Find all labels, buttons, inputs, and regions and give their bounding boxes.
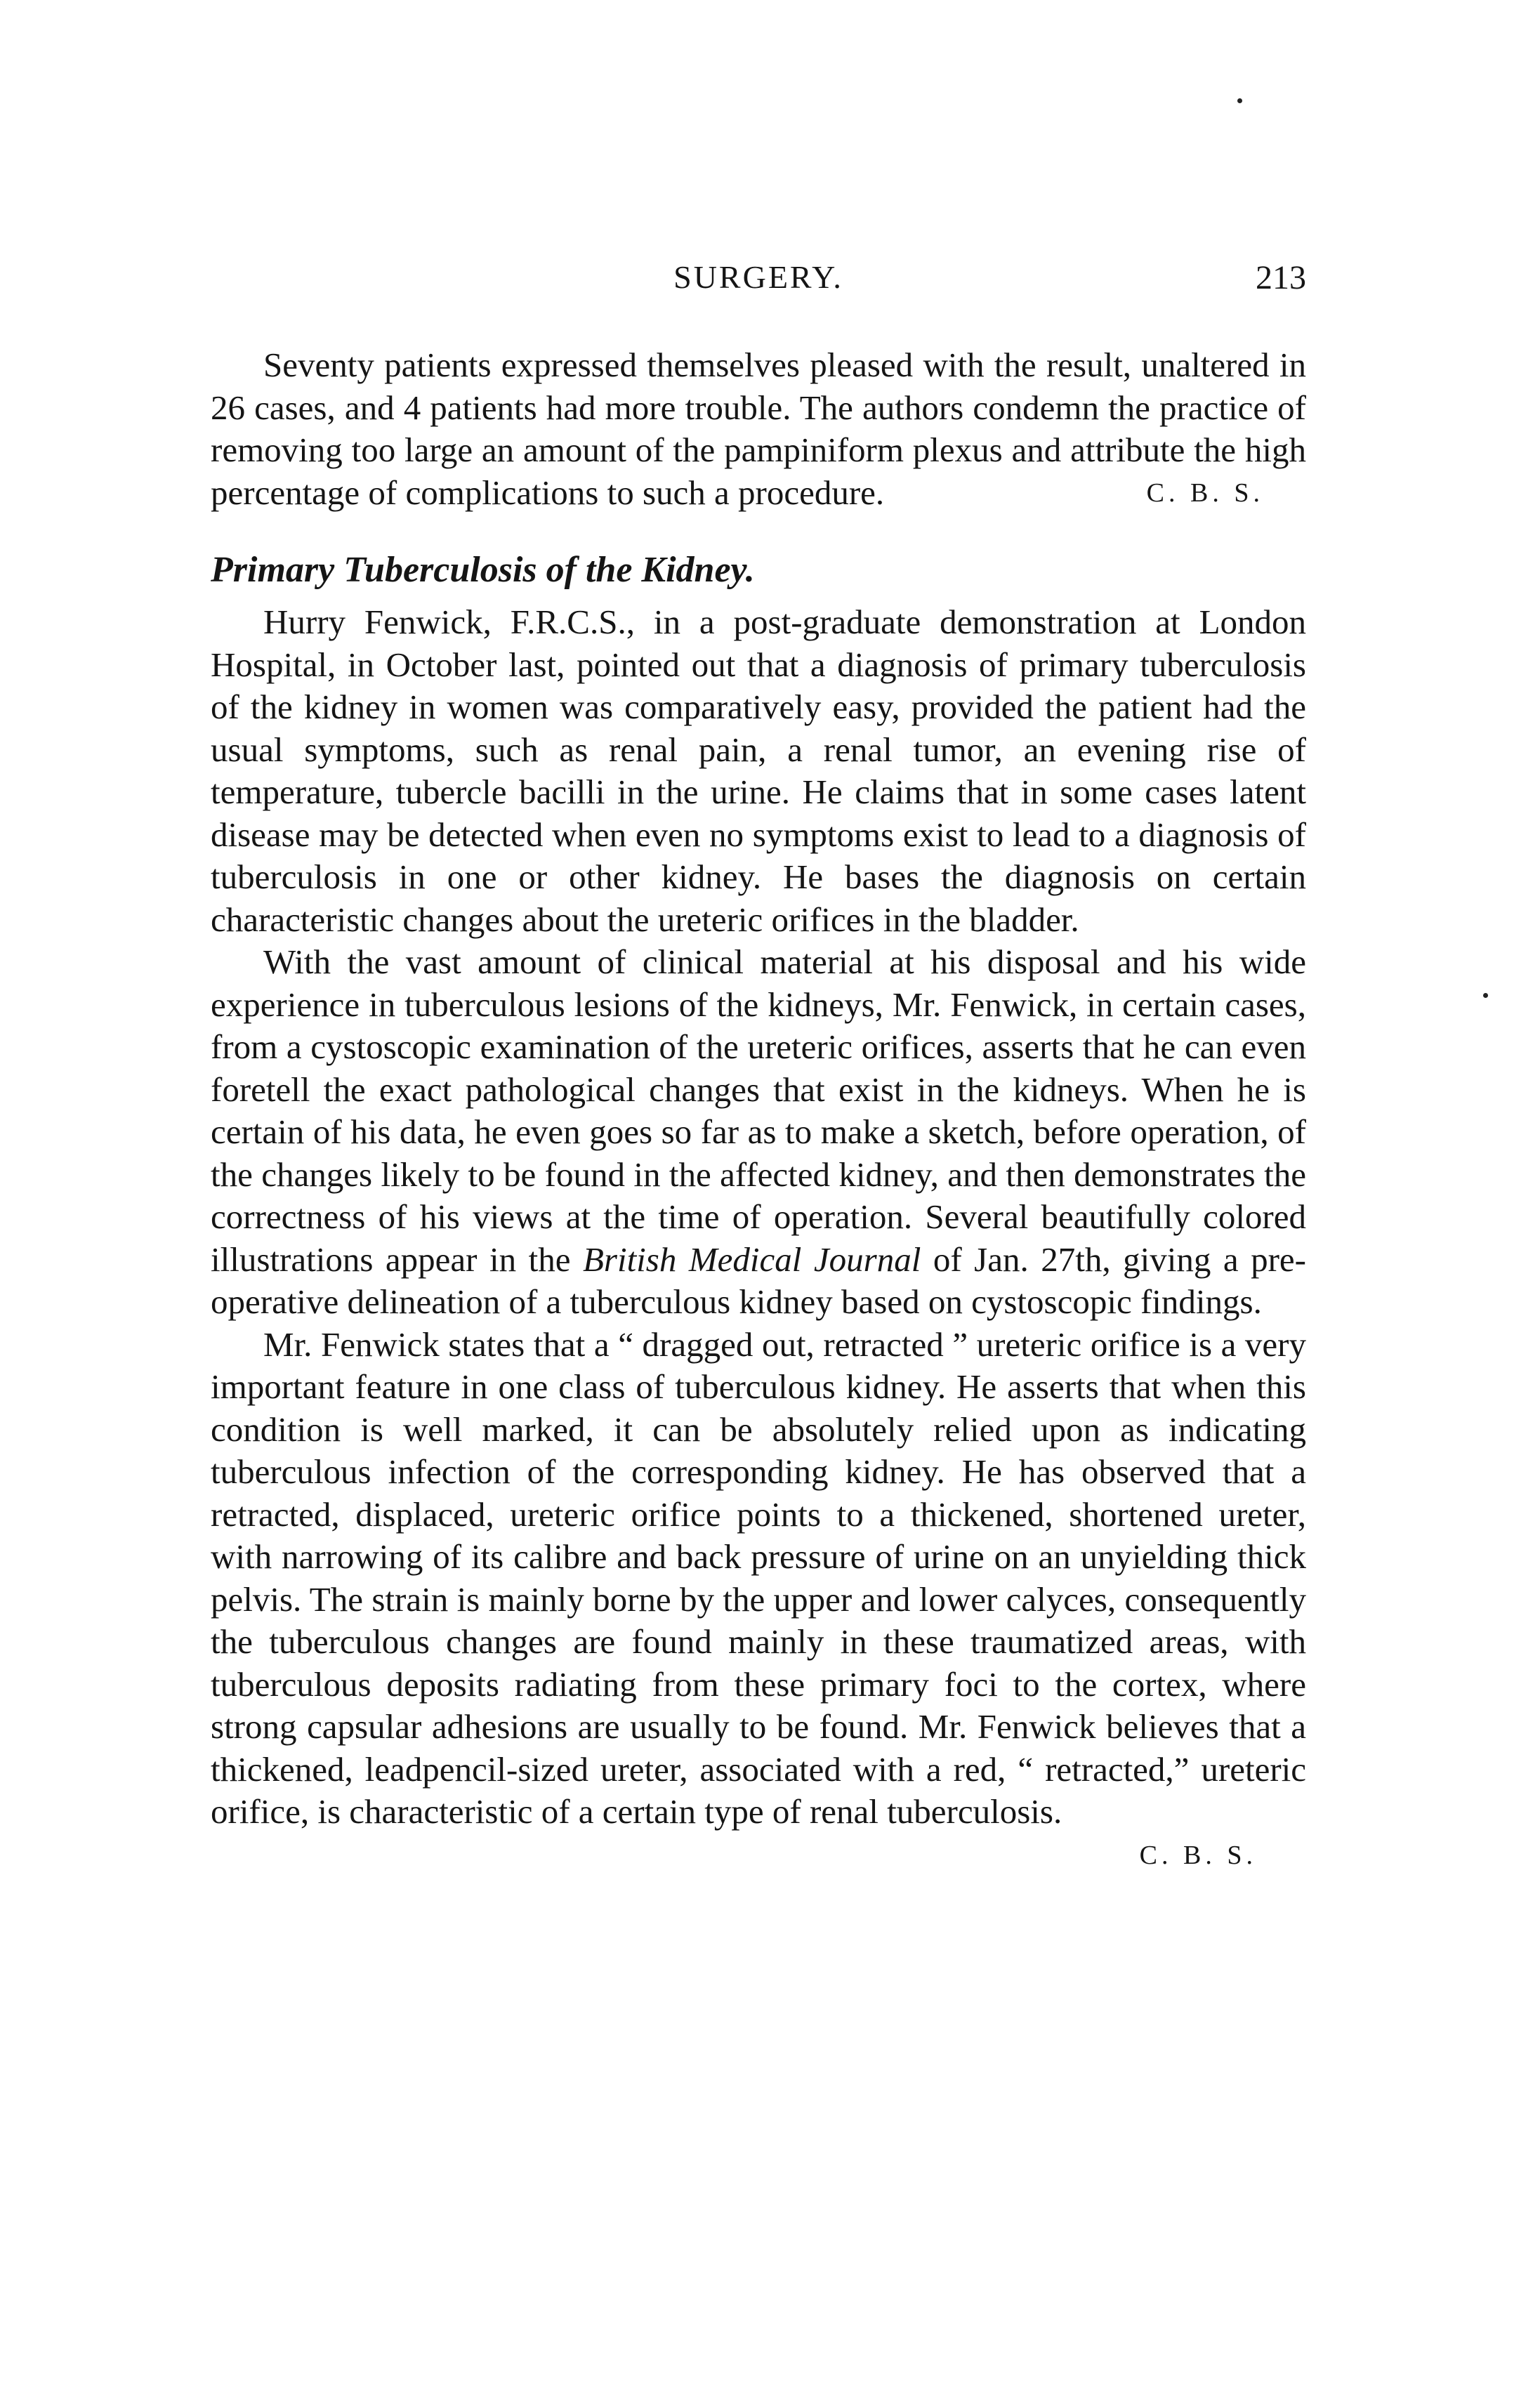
paragraph-text: With the vast amount of clinical material at his disposal and his wide experience in tuberculous lesions of the kidneys, Mr. Fenwick, in certain cases, from a cystoscopic examination of the ureteric orifices, asserts that he can even foretell the exact pathological changes that exist in the kidneys. When he is certain of his data, he even goes so far as to make a sketch, before operation, of the changes likely to be found in the affected kidney, and then demonstrates the correctness of his views at the time of operation. Several beautifully colored illustrations appear in the <box>211 942 1306 1279</box>
paragraph-text: of Jan. 27th, giving a pre-operative delineation of a tuberculous kidney based on cystoscopic findings. <box>211 1239 1306 1321</box>
paragraph-retracted-orifice: Mr. Fenwick states that a “ dragged out, retracted ” ureteric orifice is a very important feature in one class of tuberculous kidney. He asserts that when this condition is well marked, it can be absolutely relied upon as indicating tuberculous infection of the corresponding kidney. He has observed that a retracted, displaced, ureteric orifice points to a thickened, shortened ureter, with narrowing of its calibre and back pressure of urine on an unyielding thick pelvis. The strain is mainly borne by the upper and lower calyces, consequently the tuberculous changes are found mainly in these traumatized areas, with tuberculous deposits radiating from these primary foci to the cortex, where strong capsular adhesions are usually to be found. Mr. Fenwick believes that a thickened, leadpencil-sized ureter, associated with a red, “ retracted,” ureteric orifice, is characteristic of a certain type of renal tuberculosis. <box>211 1324 1306 1831</box>
paragraph-fenwick-demonstration: Hurry Fenwick, F.R.C.S., in a post-graduate demonstration at London Hospital, in October last, pointed out that a diagnosis of primary tuberculosis of the kidney in women was comparatively easy, provided the patient had the usual symptoms, such as renal pain, a renal tumor, an evening rise of temperature, tubercle bacilli in the urine. He claims that in some cases latent disease may be detected when even no symptoms exist to lead to a diagnosis of tuberculosis in one or other kidney. He bases the diagnosis on certain characteristic changes about the ureteric orifices in the bladder. <box>211 603 1306 939</box>
paragraph-text: Seventy patients expressed themselves pleased with the result, unaltered in 26 cases, and 4 patients had more trouble. The authors condemn the practice of removing too large an amount of the pampiniform plexus and attribute the high percentage of complications to such a procedure. <box>211 346 1306 512</box>
print-speck <box>1237 98 1242 103</box>
author-initials: C. B. S. <box>1146 478 1264 508</box>
page-header <box>211 258 1306 308</box>
print-speck <box>1483 993 1488 998</box>
author-initials: C. B. S. <box>1139 1840 1257 1870</box>
paragraph-cystoscopic-examination <box>211 941 1306 1324</box>
section-title: Primary Tuberculosis of the Kidney. <box>211 550 755 590</box>
paragraph-varicocele-results <box>211 344 1306 514</box>
journal-title: British Medical Journal <box>582 1239 921 1279</box>
body-text <box>211 344 1306 1873</box>
page-number: 213 <box>1256 259 1306 296</box>
running-head: SURGERY. <box>673 259 843 295</box>
